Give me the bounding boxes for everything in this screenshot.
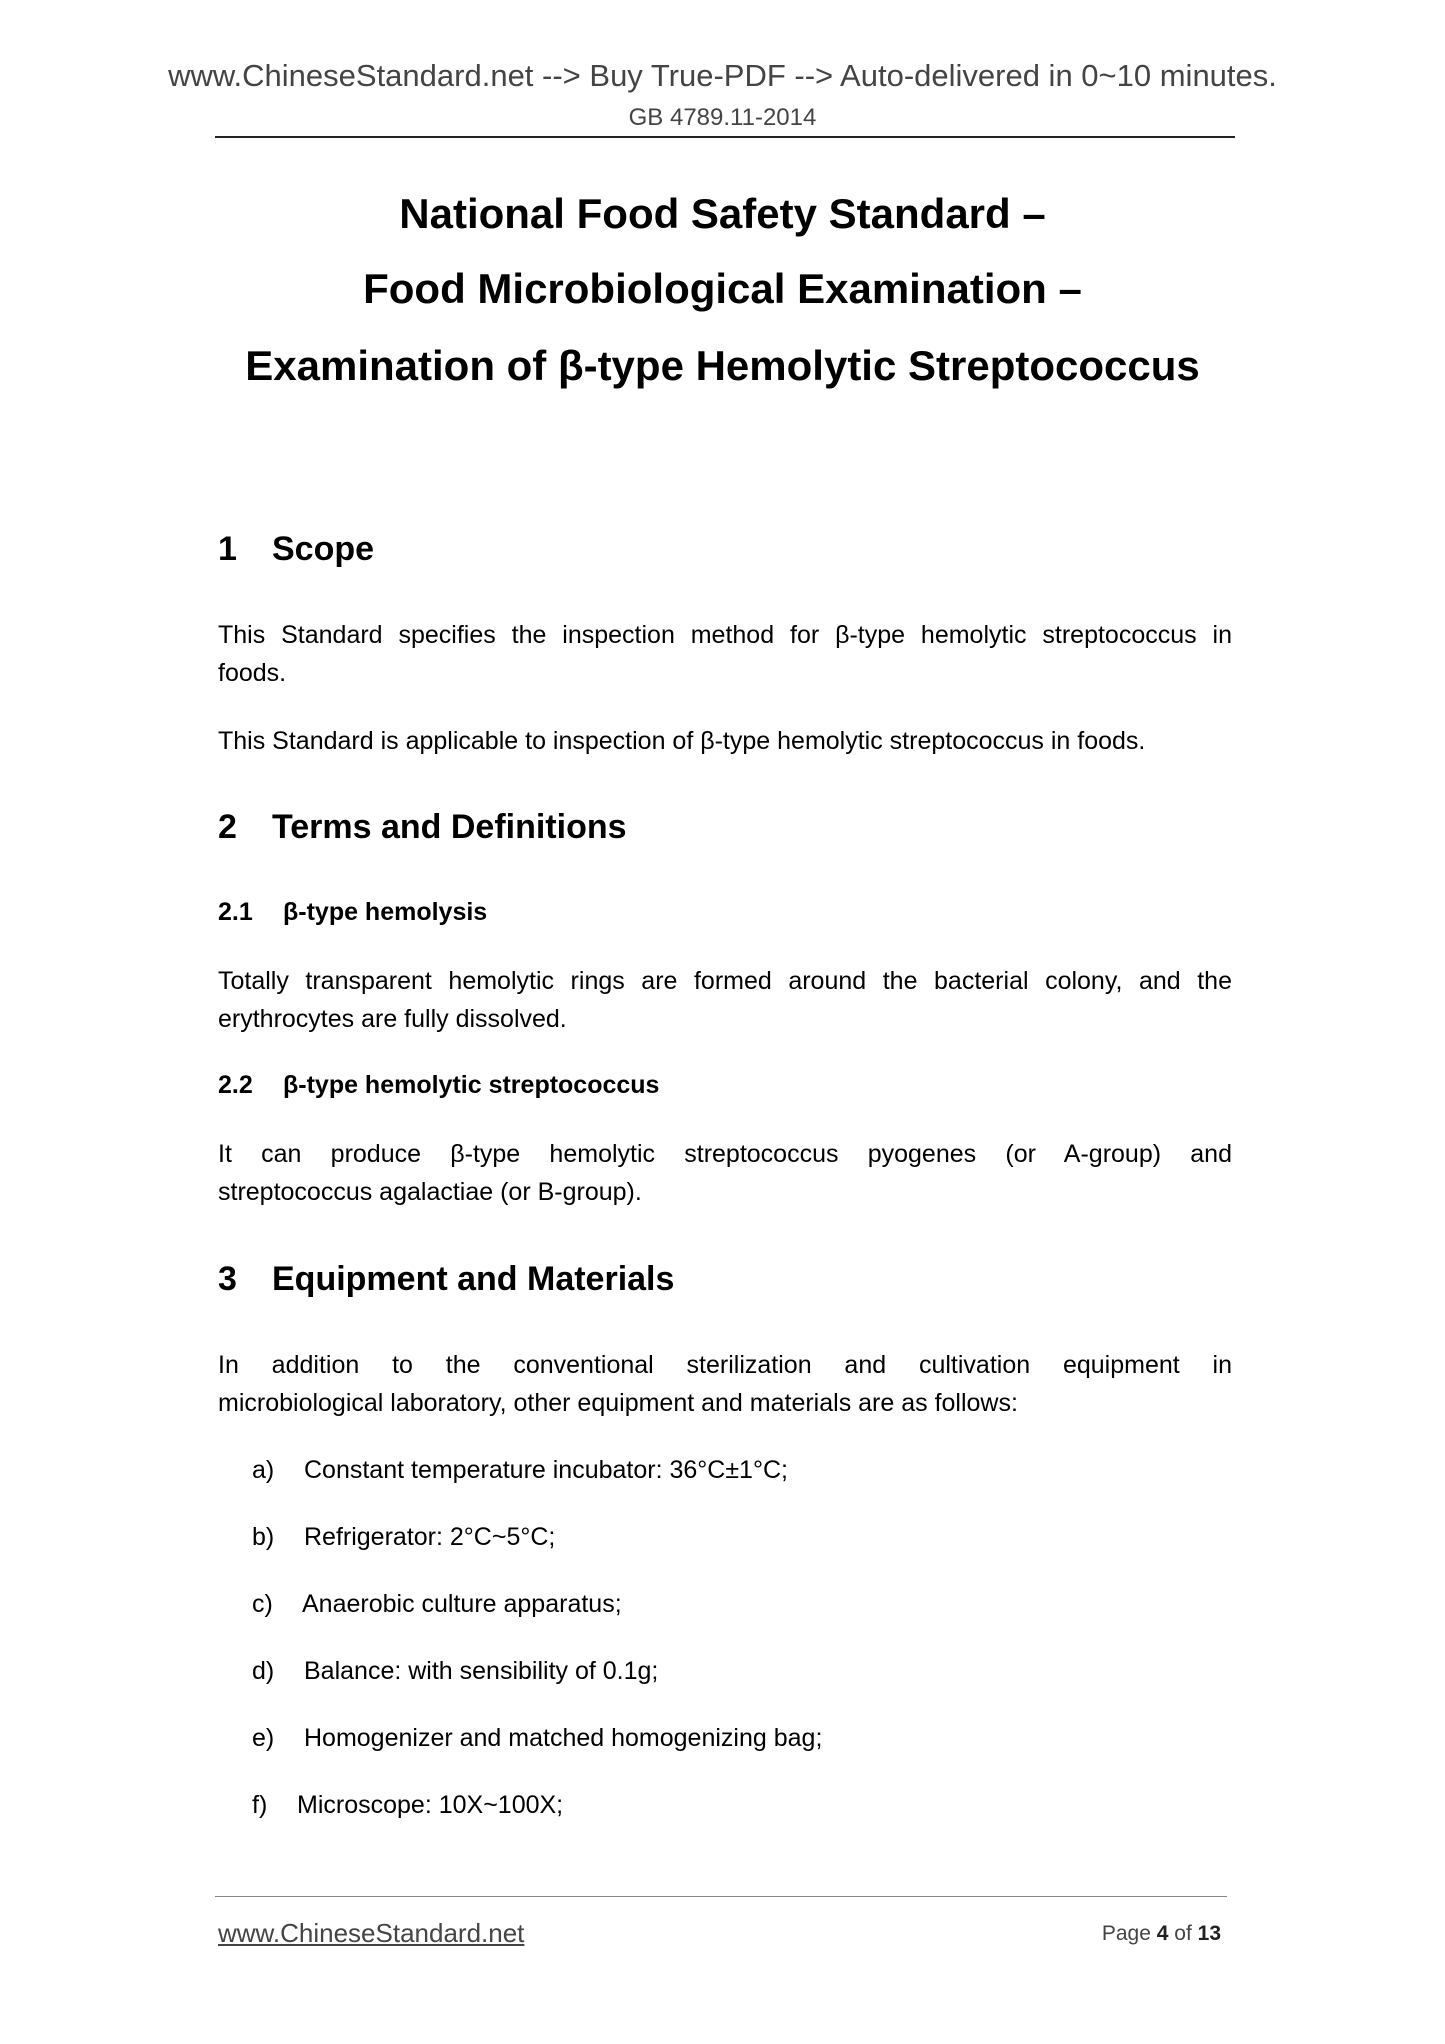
- list-item-text: Anaerobic culture apparatus;: [302, 1590, 622, 1618]
- equipment-intro-line-2: microbiological laboratory, other equipment and materials are as follows:: [218, 1389, 1018, 1417]
- definition-2-2-line-2: streptococcus agalactiae (or B-group).: [218, 1178, 642, 1206]
- list-item-text: Microscope: 10X~100X;: [297, 1791, 564, 1819]
- subsection-2-1-number: 2.1: [218, 898, 253, 926]
- section-1-title: Scope: [272, 530, 375, 568]
- equipment-intro: [218, 1346, 1232, 1422]
- definition-2-2-line-1: It can produce β-type hemolytic streptococcus pyogenes (or A-group) and: [218, 1140, 1232, 1168]
- section-1-heading: [218, 530, 374, 569]
- list-item-marker: f): [252, 1791, 268, 1819]
- scope-p1-line-2: foods.: [218, 659, 287, 687]
- list-item: [252, 1590, 622, 1619]
- page-label: Page: [1101, 1922, 1151, 1945]
- subsection-2-2-number: 2.2: [218, 1071, 253, 1099]
- subsection-2-2-title: β-type hemolytic streptococcus: [283, 1071, 660, 1099]
- subsection-2-2-heading: [218, 1071, 659, 1100]
- subsection-2-1-title: β-type hemolysis: [283, 898, 488, 926]
- page-indicator: [1102, 1922, 1221, 1946]
- document-number: GB 4789.11-2014: [628, 104, 817, 131]
- list-item-text: Refrigerator: 2°C~5°C;: [304, 1523, 556, 1551]
- list-item-marker: e): [252, 1724, 275, 1752]
- section-1-number: 1: [218, 530, 237, 568]
- subsection-2-1-heading: [218, 898, 487, 927]
- header-banner: www.ChineseStandard.net --> Buy True-PDF --> Auto-delivered in 0~10 minutes.: [168, 58, 1277, 93]
- scope-p1-line-1: This Standard specifies the inspection method for β-type hemolytic streptococcus in: [218, 621, 1232, 649]
- footer-divider: [215, 1896, 1227, 1897]
- title-line-1: National Food Safety Standard –: [399, 190, 1046, 237]
- header-divider: [215, 136, 1235, 138]
- title-line-3: Examination of β-type Hemolytic Streptococcus: [245, 342, 1200, 389]
- list-item-marker: a): [252, 1456, 275, 1484]
- definition-2-2: [218, 1135, 1232, 1211]
- title-line-2: Food Microbiological Examination –: [363, 265, 1082, 312]
- section-2-heading: [218, 808, 627, 847]
- list-item: [252, 1791, 563, 1820]
- list-item-marker: d): [252, 1657, 275, 1685]
- scope-paragraph-2: [218, 722, 1232, 760]
- list-item-text: Constant temperature incubator: 36°C±1°C;: [304, 1456, 788, 1484]
- footer-website-link[interactable]: www.ChineseStandard.net: [218, 1918, 525, 1948]
- list-item-text: Balance: with sensibility of 0.1g;: [304, 1657, 659, 1685]
- section-3-title: Equipment and Materials: [272, 1260, 675, 1298]
- list-item: [252, 1523, 555, 1552]
- section-2-title: Terms and Definitions: [272, 808, 627, 846]
- scope-p2-line: This Standard is applicable to inspection of β-type hemolytic streptococcus in foods.: [218, 727, 1146, 755]
- page-of-label: of: [1174, 1922, 1192, 1945]
- list-item: [252, 1456, 788, 1485]
- scope-paragraph-1: [218, 616, 1232, 692]
- section-3-number: 3: [218, 1260, 237, 1298]
- definition-2-1-line-2: erythrocytes are fully dissolved.: [218, 1005, 567, 1033]
- definition-2-1: [218, 962, 1232, 1038]
- definition-2-1-line-1: Totally transparent hemolytic rings are formed around the bacterial colony, and the: [218, 967, 1232, 995]
- current-page-number: 4: [1156, 1922, 1169, 1945]
- total-pages-number: 13: [1197, 1922, 1221, 1945]
- list-item-text: Homogenizer and matched homogenizing bag;: [304, 1724, 823, 1752]
- list-item-marker: b): [252, 1523, 275, 1551]
- list-item: [252, 1657, 658, 1686]
- list-item: [252, 1724, 822, 1753]
- list-item-marker: c): [252, 1590, 273, 1618]
- equipment-intro-line-1: In addition to the conventional sterilization and cultivation equipment in: [218, 1351, 1232, 1379]
- section-3-heading: [218, 1260, 674, 1299]
- section-2-number: 2: [218, 808, 237, 846]
